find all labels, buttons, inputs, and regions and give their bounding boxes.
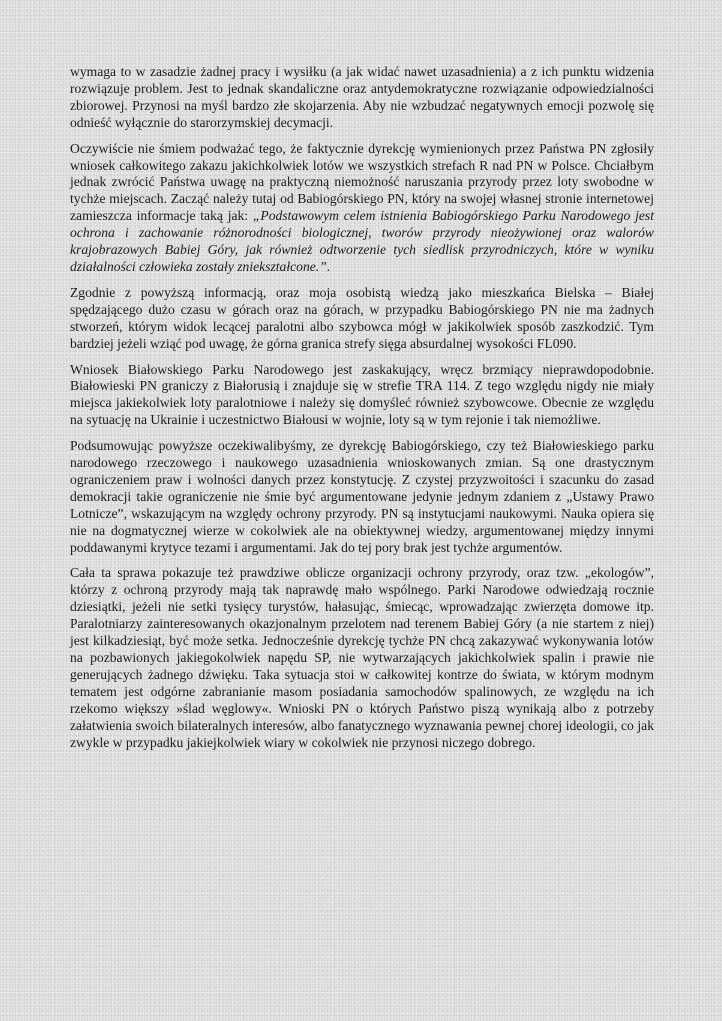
paragraph-5: Podsumowując powyższe oczekiwalibyśmy, ze dyrekcję Babiogórskiego, czy też Białowieskiego parku narodowego rzeczowego i naukowego uzasadnienia wnioskowanych zmian. Są one drastycznym ograniczeniem praw i wolności danych przez konstytucję. Z czystej przyzwoitości i szacunku do zasad demokracji takie ograniczenie nie śmie być argumentowane jedynie jednym zdaniem z „Ustawy Prawo Lotnicze”, wskazującym na względy ochrony przyrody. PN są instytucjami naukowymi. Nauka opiera się nie na dogmatycznej wierze w cokolwiek ale na obiektywnej wiedzy, argumentowanej między innymi poddawanymi krytyce tezami i argumentami. Jak do tej pory brak jest tychże argumentów. <box>70 438 654 555</box>
paragraph-4: Wniosek Białowskiego Parku Narodowego jest zaskakujący, wręcz brzmiący nieprawdopodobnie. Białowieski PN graniczy z Białorusią i znajduje się w strefie TRA 114. Z tego względu nigdy nie miały miejsca jakiekolwiek loty paralotniowe i należy się domyśleć również szybowcowe. Obecnie ze względu na sytuację na Ukrainie i uczestnictwo Białousi w wojnie, loty są w tym rejonie i tak niemożliwe. <box>70 361 654 428</box>
paragraph-2 <box>70 141 654 276</box>
paragraph-3: Zgodnie z powyższą informacją, oraz moja osobistą wiedzą jako mieszkańca Bielska – Białej spędzającego dużo czasu w górach oraz na górach, w przypadku Babiogórskiego PN nie ma żadnych stworzeń, którym widok lecącej paralotni albo szybowca mógł w jakikolwiek sposób zaszkodzić. Tym bardziej jeżeli wziąć pod uwagę, że górna granica strefy sięga absurdalnej wysokości FL090. <box>70 284 654 351</box>
paragraph-2-end: . <box>326 258 331 274</box>
paragraph-6: Cała ta sprawa pokazuje też prawdziwe oblicze organizacji ochrony przyrody, oraz tzw. „ekologów”, którzy z ochroną przyrody mają tak naprawdę mało wspólnego. Parki Narodowe odwiedzają rocznie dziesiątki, jeżeli nie setki tysięcy turystów, hałasując, śmiecąc, wprowadzając zwierzęta domowe itp. Paralotniarzy zainteresowanych okazjonalnym przelotem nad terenem Babiej Góry (a nie startem z niej) jest kilkadziesiąt, być może setka. Jednocześnie dyrekcję tychże PN chcą zakazywać wykonywania lotów na pozbawionych jakiegokolwiek napędu SP, nie wytwarzających jakichkolwiek spalin i prawie nie generujących żadnego dźwięku. Taka sytuacja stoi w całkowitej kontrze do świata, w którym modnym tematem jest odgórne zabranianie masom posiadania samochodów spalinowych, ze względu na ich rzekomo większy »ślad węglowy«. Wnioski PN o których Państwo piszą wynikają albo z potrzeby załatwienia swoich bilateralnych interesów, albo fanatycznego wyznawania pewnej chorej ideologii, co jak zwykle w przypadku jakiejkolwiek wiary w cokolwiek nie przynosi niczego dobrego. <box>70 565 654 750</box>
paragraph-2-quote: „Podstawowym celem istnienia Babiogórskiego Parku Narodowego jest ochrona i zachowanie różnorodności biologicznej, tworów przyrody nieożywionej oraz walorów krajobrazowych Babiej Góry, jak również odtworzenie tych siedlisk przyrodniczych, które w wyniku działalności człowieka zostały zniekształcone.” <box>70 208 654 274</box>
document-body <box>70 64 654 760</box>
paragraph-1: wymaga to w zasadzie żadnej pracy i wysiłku (a jak widać nawet uzasadnienia) a z ich punktu widzenia rozwiązuje problem. Jest to jednak skandaliczne oraz antydemokratyczne rozwiązanie odpowiedzialności zbiorowej. Przynosi na myśl bardzo złe skojarzenia. Aby nie wzbudzać negatywnych emocji pozwolę się odnieść wyłącznie do starorzymskiej decymacji. <box>70 64 654 130</box>
paragraph-2-text: Oczywiście nie śmiem podważać tego, że faktycznie dyrekcję wymienionych przez Państwa PN zgłosiły wniosek całkowitego zakazu jakichkolwiek lotów we wszystkich strefach R nad PN w Polsce. Chciałbym jednak zwrócić Państwa uwagę na praktyczną niemożność naruszania przyrody przez loty swobodne w tychże miejscach. Zacząć należy tutaj od Babiogórskiego PN, który na swojej własnej stronie internetowej zamieszcza informacje taką jak: <box>70 140 654 224</box>
